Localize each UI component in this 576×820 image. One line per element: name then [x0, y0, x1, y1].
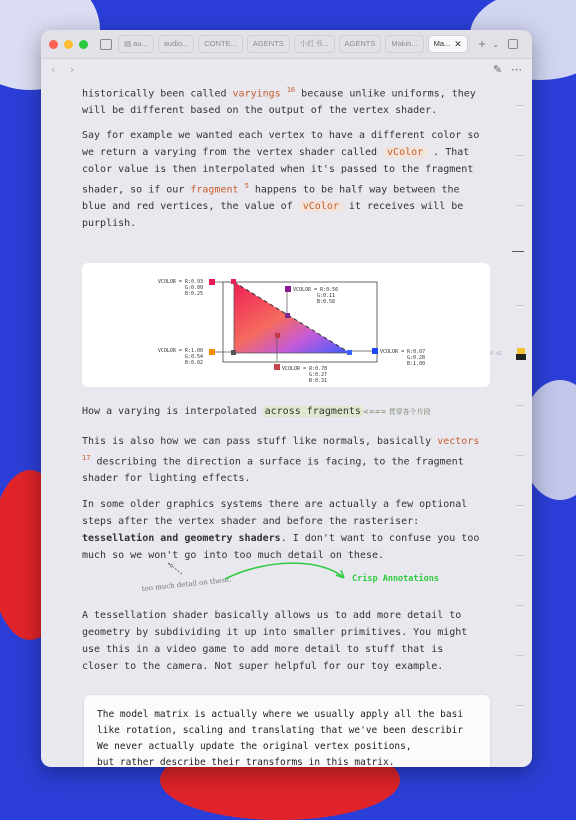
color-swatch: [274, 364, 280, 370]
vertex-label-line: G:0.28: [406, 355, 425, 361]
interpolation-figure: [82, 263, 490, 387]
paragraph-varyings: historically been called varyings $^{16}$ because unlike uniforms, they will be different based on the output of the vertex shader.: [82, 86, 476, 117]
sample-label-line: G:0.27: [308, 372, 327, 378]
sample-point-marker: [285, 313, 290, 318]
quote-block: [84, 695, 490, 767]
paragraph-vcolor: Say for example we wanted each vertex to have a different color so we return a varying from the vertex shader called vColor . That color value is then interpolated when it's passed to the fragment shader, so if our fragment $^5$ happens to be half way between the blue and red vertices, the value of vColor it receives will be purplish.: [82, 130, 480, 230]
tab-0[interactable]: ▤ au...: [118, 35, 154, 53]
sample-label-line: B:0.58: [316, 299, 335, 305]
chevron-down-icon[interactable]: ⌄: [492, 39, 499, 49]
forward-icon[interactable]: ›: [70, 63, 75, 76]
footnote-ref[interactable]: 5: [244, 182, 249, 190]
color-swatch: [209, 349, 215, 355]
new-tab-icon[interactable]: +: [477, 38, 487, 50]
footnote-ref[interactable]: 16: [286, 86, 296, 94]
sample-label-line: B:0.31: [308, 378, 327, 384]
vertex-label-line: B:0.25: [184, 291, 203, 297]
tab-bar: [41, 30, 532, 59]
tab-4[interactable]: 小红书...: [294, 35, 335, 53]
inline-code: vColor: [299, 201, 343, 212]
annotation-arrow-small: [168, 563, 182, 574]
vertex-marker-corner: [231, 350, 236, 355]
minimap-tick: [516, 505, 524, 506]
vertex-label-line: VCOLOR = R:0.93: [157, 279, 203, 285]
minimap-tick: [516, 555, 524, 556]
minimap-tick: [516, 655, 524, 656]
inline-code: vColor: [383, 147, 427, 158]
color-swatch: [372, 348, 378, 354]
sample-label-line: G:0.11: [316, 293, 335, 299]
vertex-label-line: VCOLOR = R:1.00: [157, 348, 203, 354]
margin-note: too much detail on these.: [141, 575, 232, 593]
minimize-window-button[interactable]: [64, 40, 73, 49]
tab-6[interactable]: Makin...: [385, 35, 423, 53]
annotation-drawing: [82, 556, 482, 606]
figure-caption: How a varying is interpolated across fragments <=== 贯穿各个片段: [82, 406, 431, 417]
minimap-tick: [516, 605, 524, 606]
zoom-window-button[interactable]: [79, 40, 88, 49]
minimap-tick: [516, 305, 524, 306]
color-swatch: [285, 286, 291, 292]
close-tab-icon[interactable]: ✕: [454, 39, 462, 49]
vertex-label-line: VCOLOR = R:0.07: [380, 349, 426, 355]
color-swatch: [209, 279, 215, 285]
vertex-marker-top: [231, 279, 236, 284]
minimap-tick: [516, 105, 524, 106]
document-icon: ▤: [124, 39, 134, 48]
vertex-label-line: G:0.00: [184, 285, 203, 291]
sample-label-line: VCOLOR = R:0.78: [282, 366, 328, 372]
vertex-label-line: G:0.54: [184, 354, 203, 360]
scroll-readout: 0.42: [490, 351, 503, 357]
tab-active[interactable]: Ma... ✕: [428, 35, 468, 53]
close-window-button[interactable]: [49, 40, 58, 49]
vertex-label-line: B:1.00: [406, 361, 425, 367]
paragraph-normals: This is also how we can pass stuff like normals, basically vectors $^{17}$ describing the direction a surface is facing, to the fragment shader for lighting effects.: [82, 436, 480, 485]
paragraph-tessellation-intro: In some older graphics systems there are actually a few optional steps after the vertex shader and before the rasteriser: tessellation and geometry shaders. I don't want to confuse you too much so we won't go into too much detail on these.: [82, 499, 480, 561]
quote-text: The model matrix is actually where we usually apply all the basi like rotation, scaling and translating that we've been describir We never actually update the original vertex positions, but rather describe their transforms in this matrix.: [97, 709, 464, 767]
tab-1[interactable]: audio...: [158, 35, 195, 53]
term-link[interactable]: vectors: [437, 436, 480, 447]
minimap-tick: [516, 405, 524, 406]
minimap-tick: [516, 155, 524, 156]
highlight-annotation[interactable]: across fragments: [264, 406, 361, 417]
sample-label-line: VCOLOR = R:0.56: [293, 287, 339, 293]
term-link[interactable]: fragment: [190, 184, 239, 196]
tab-2[interactable]: CONTE...: [198, 35, 243, 53]
triangle-diagram: [82, 263, 490, 387]
highlight-annotation[interactable]: into too much detail on these.: [203, 550, 385, 561]
pixel-cat-icon: [516, 348, 526, 360]
vertex-marker-right: [347, 350, 352, 355]
app-window: [41, 30, 532, 767]
tab-3[interactable]: AGENTS: [247, 35, 290, 53]
crisp-annotations-label: Crisp Annotations: [352, 574, 439, 584]
vertex-label-line: B:0.02: [184, 360, 203, 366]
sample-point-marker: [275, 333, 280, 338]
split-view-icon[interactable]: [508, 39, 518, 49]
minimap-tick: [516, 205, 524, 206]
annotation-arrow-green: [225, 563, 344, 579]
tab-5[interactable]: AGENTS: [339, 35, 382, 53]
minimap-tick-current: [512, 251, 524, 252]
window-controls: [49, 40, 88, 49]
more-icon[interactable]: ⋯: [511, 63, 522, 76]
paragraph-tessellation-detail: A tessellation shader basically allows us to add more detail to geometry by subdividing it up into smaller primitives. You might use this in a video game to add more detail to stuff that is closer to the camera. Not super helpful for our toy example.: [82, 610, 468, 672]
footnote-ref[interactable]: 17: [82, 454, 91, 462]
back-icon[interactable]: ‹: [51, 63, 56, 76]
minimap-tick: [516, 455, 524, 456]
minimap-tick: [516, 705, 524, 706]
bold-term: tessellation and geometry shaders: [82, 533, 281, 544]
annotation-note: <=== 贯穿各个片段: [362, 408, 431, 416]
scroll-minimap[interactable]: [510, 95, 524, 745]
toolbar: [41, 59, 532, 81]
term-link[interactable]: varyings: [232, 88, 281, 100]
edit-icon[interactable]: ✎: [493, 63, 503, 76]
sidebar-toggle-icon[interactable]: [100, 39, 112, 50]
